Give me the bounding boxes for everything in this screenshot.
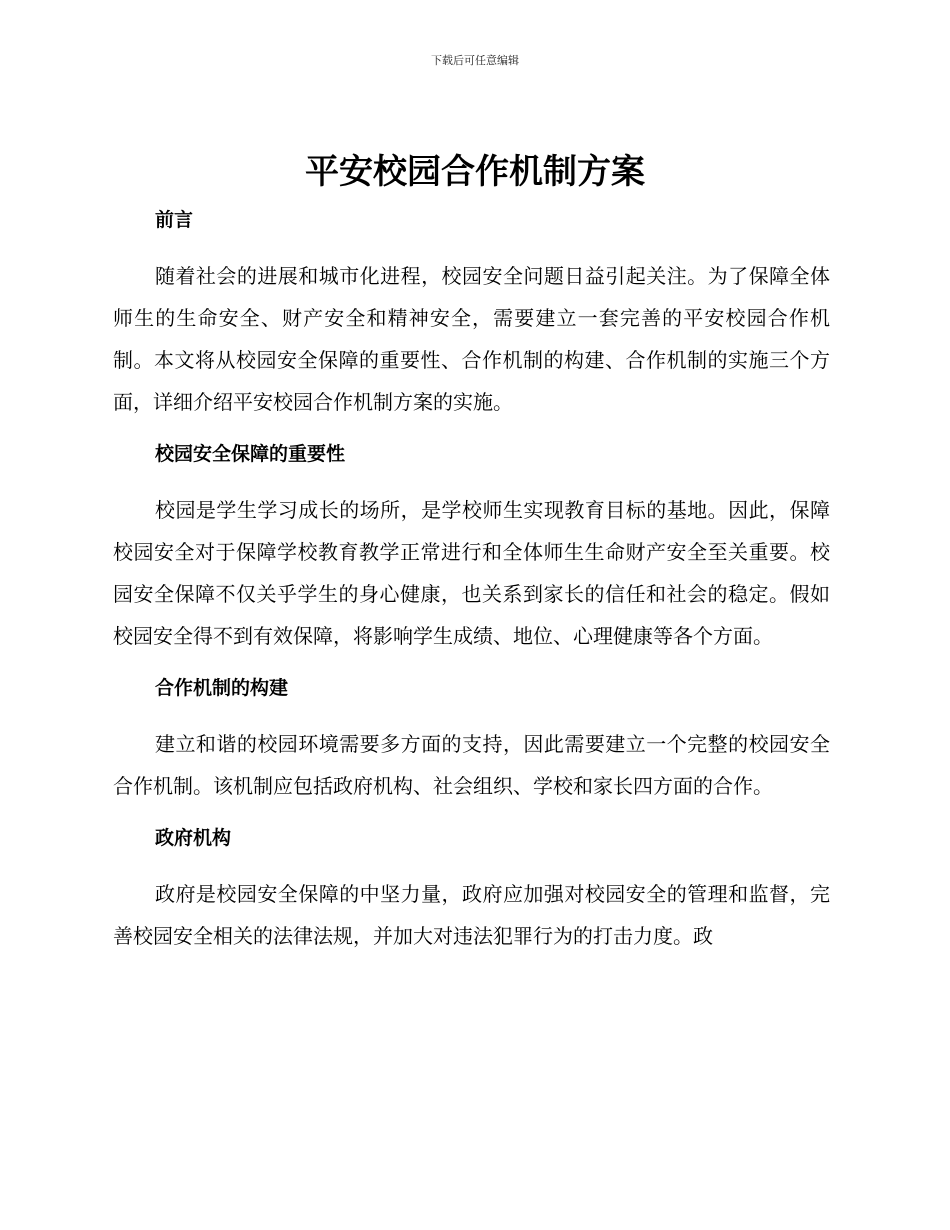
section-heading-preface: 前言 [155,209,194,231]
section-paragraph-preface: 随着社会的进展和城市化进程，校园安全问题日益引起关注。为了保障全体师生的生命安全、财产安全和精神安全，需要建立一套完善的平安校园合作机制。本文将从校园安全保障的重要性、合作机制的构建、合作机制的实施三个方面，详细介绍平安校园合作机制方案的实施。 [113,264,830,414]
section-paragraph-mechanism: 建立和谐的校园环境需要多方面的支持，因此需要建立一个完整的校园安全合作机制。该机制应包括政府机构、社会组织、学校和家长四方面的合作。 [113,732,830,798]
section-paragraph-government: 政府是校园安全保障的中坚力量，政府应加强对校园安全的管理和监督，完善校园安全相关的法律法规，并加大对违法犯罪行为的打击力度。政 [113,882,830,948]
document-body [113,203,830,957]
section-heading-importance: 校园安全保障的重要性 [155,443,346,465]
section-heading-government: 政府机构 [155,827,232,849]
section-heading-mechanism: 合作机制的构建 [155,677,289,699]
section-paragraph-importance: 校园是学生学习成长的场所，是学校师生实现教育目标的基地。因此，保障校园安全对于保障学校教育教学正常进行和全体师生生命财产安全至关重要。校园安全保障不仅关乎学生的身心健康，也关系到家长的信任和社会的稳定。假如校园安全得不到有效保障，将影响学生成绩、地位、心理健康等各个方面。 [113,498,830,648]
page-header-note: 下载后可任意编辑 [431,54,519,67]
document-title: 平安校园合作机制方案 [305,152,645,192]
